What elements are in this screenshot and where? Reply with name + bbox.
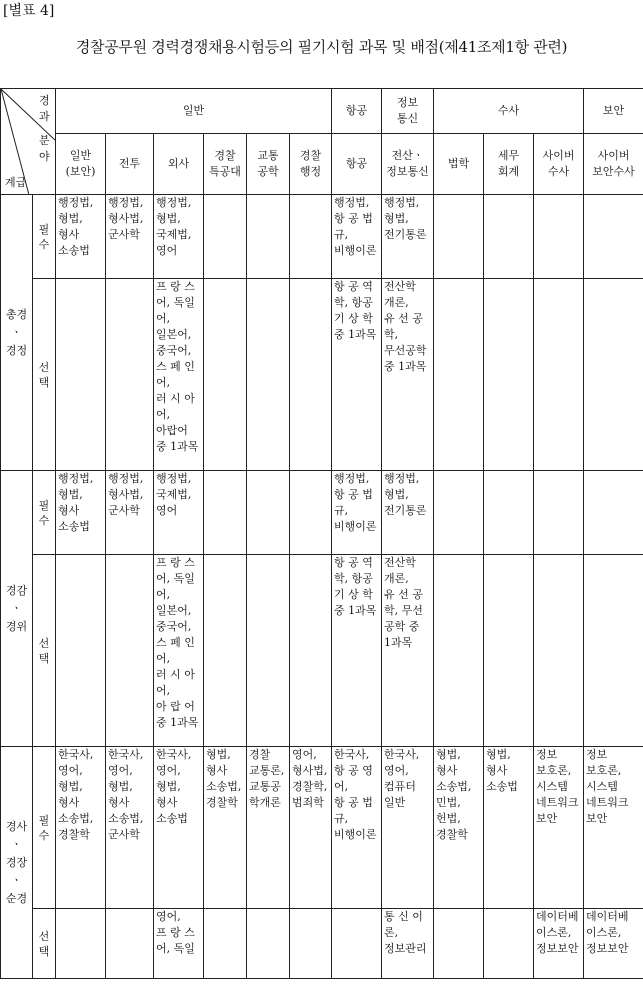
subject-cell: [106, 909, 154, 979]
grade-cell: 경사 ㆍ 경장 ㆍ 순경: [1, 747, 33, 979]
field-header: 전산ㆍ 정보통신: [382, 134, 434, 195]
subject-cell: [204, 471, 247, 555]
subject-cell: [56, 555, 106, 747]
subject-cell: [434, 555, 484, 747]
elective-label: 선 택: [33, 279, 56, 471]
subject-cell: 행정법, 형사법, 군사학: [106, 195, 154, 279]
subject-cell: [534, 195, 584, 279]
subject-cell: 전산학 개론, 유 선 공 학, 무선 공학 중 1과목: [382, 555, 434, 747]
table-row: [1, 195, 643, 279]
table-row: [1, 471, 643, 555]
subject-cell: 행정법, 형사법, 군사학: [106, 471, 154, 555]
table-row: [1, 279, 643, 471]
subject-cell: 한국사, 영어, 형법, 형사 소송법, 군사학: [106, 747, 154, 909]
subject-cell: [247, 471, 290, 555]
subject-cell: [247, 555, 290, 747]
field-header: 전투: [106, 134, 154, 195]
subject-cell: 프 랑 스 어, 독일 어, 일본어, 중국어, 스 페 인 어, 러 시 아 어, 아 랍 어 중 1과목: [154, 555, 204, 747]
group-header-aviation: 항공: [332, 89, 382, 134]
subject-cell: 정보 보호론, 시스템 네트워크 보안: [584, 747, 643, 909]
subject-cell: 프 랑 스 어, 독일 어, 일본어, 중국어, 스 페 인 어, 러 시 아 어, 아랍어 중 1과목: [154, 279, 204, 471]
corner-middle-label: 분 야: [39, 134, 50, 163]
subject-cell: [290, 471, 332, 555]
subject-cell: [290, 279, 332, 471]
subject-cell: [247, 279, 290, 471]
subject-cell: [247, 195, 290, 279]
header-corner-cell: [1, 89, 56, 195]
subject-cell: [484, 195, 534, 279]
subject-cell: [434, 195, 484, 279]
subject-cell: [106, 555, 154, 747]
subject-cell: [106, 279, 154, 471]
corner-top-label: 경 과: [39, 94, 50, 123]
subject-cell: [584, 471, 643, 555]
elective-label: 선 택: [33, 555, 56, 747]
grade-cell: 경감 ㆍ 경위: [1, 471, 33, 747]
subject-cell: [484, 279, 534, 471]
table-row: [1, 555, 643, 747]
subject-cell: [434, 471, 484, 555]
subject-cell: [534, 555, 584, 747]
subject-cell: [434, 279, 484, 471]
group-header-investigation: 수사: [434, 89, 584, 134]
subject-cell: 한국사, 영어, 형법, 형사 소송법: [154, 747, 204, 909]
subject-cell: [290, 555, 332, 747]
subject-cell: [584, 195, 643, 279]
subject-cell: [290, 909, 332, 979]
subject-cell: 한국사, 영어, 컴퓨터 일반: [382, 747, 434, 909]
table-row: [1, 909, 643, 979]
grade-cell: 총경 ㆍ 경정: [1, 195, 33, 471]
subject-cell: 행정법, 형법, 국제법, 영어: [154, 195, 204, 279]
subject-cell: [290, 195, 332, 279]
field-header: 경찰 특공대: [204, 134, 247, 195]
field-header: 법학: [434, 134, 484, 195]
field-header: 사이버 보안수사: [584, 134, 643, 195]
subject-cell: [484, 471, 534, 555]
required-label: 필 수: [33, 195, 56, 279]
subject-cell: [204, 279, 247, 471]
subject-cell: [56, 909, 106, 979]
subject-cell: 항 공 역 학, 항공 기 상 학 중 1과목: [332, 279, 382, 471]
subject-cell: 경찰 교통론, 교통공 학개론: [247, 747, 290, 909]
required-label: 필 수: [33, 471, 56, 555]
subject-cell: 행정법, 형법, 전기통론: [382, 195, 434, 279]
elective-label: 선 택: [33, 909, 56, 979]
subject-cell: [247, 909, 290, 979]
subject-cell: [534, 279, 584, 471]
subject-cell: 한국사, 항 공 영 어, 항 공 법 규, 비행이론: [332, 747, 382, 909]
field-header: 교통 공학: [247, 134, 290, 195]
subject-cell: 형법, 형사 소송법, 경찰학: [204, 747, 247, 909]
subject-cell: 정보 보호론, 시스템 네트워크 보안: [534, 747, 584, 909]
subject-cell: [204, 909, 247, 979]
group-header-security: 보안: [584, 89, 643, 134]
subject-cell: 통 신 이 론, 정보관리: [382, 909, 434, 979]
subject-cell: [484, 909, 534, 979]
subject-cell: [332, 909, 382, 979]
subject-cell: 데이터베 이스론, 정보보안: [584, 909, 643, 979]
subject-cell: 영어, 형사법, 경찰학, 범죄학: [290, 747, 332, 909]
group-header-info-comm: 정보 통신: [382, 89, 434, 134]
exam-subjects-table: [0, 88, 643, 979]
field-header: 일반 (보안): [56, 134, 106, 195]
corner-bottom-label: 계급: [5, 176, 27, 189]
subject-cell: 항 공 역 학, 항공 기 상 학 중 1과목: [332, 555, 382, 747]
subject-cell: 영어, 프 랑 스 어, 독일: [154, 909, 204, 979]
subject-cell: [204, 555, 247, 747]
subject-cell: [534, 471, 584, 555]
field-header: 경찰 행정: [290, 134, 332, 195]
group-header-general: 일반: [56, 89, 332, 134]
subject-cell: 형법, 형사 소송법: [484, 747, 534, 909]
appendix-label: [별표 4]: [3, 3, 55, 19]
subject-cell: [584, 279, 643, 471]
subject-cell: [204, 195, 247, 279]
field-header: 외사: [154, 134, 204, 195]
subject-cell: 행정법, 형법, 형사 소송법: [56, 195, 106, 279]
subject-cell: [484, 555, 534, 747]
required-label: 필 수: [33, 747, 56, 909]
document-title: 경찰공무원 경력경쟁채용시험등의 필기시험 과목 및 배점(제41조제1항 관련): [75, 38, 568, 56]
subject-cell: 전산학 개론, 유 선 공 학, 무선공학 중 1과목: [382, 279, 434, 471]
subject-cell: 데이터베 이스론, 정보보안: [534, 909, 584, 979]
subject-cell: [584, 555, 643, 747]
subject-cell: 행정법, 국제법, 영어: [154, 471, 204, 555]
field-header: 세무 회계: [484, 134, 534, 195]
subject-cell: 한국사, 영어, 형법, 형사 소송법, 경찰학: [56, 747, 106, 909]
subject-cell: 행정법, 항 공 법 규, 비행이론: [332, 471, 382, 555]
subject-cell: 행정법, 형법, 전기통론: [382, 471, 434, 555]
subject-cell: 형법, 형사 소송법, 민법, 헌법, 경찰학: [434, 747, 484, 909]
subject-cell: [434, 909, 484, 979]
subject-cell: 행정법, 형법, 형사 소송법: [56, 471, 106, 555]
table-row: [1, 747, 643, 909]
field-header: 사이버 수사: [534, 134, 584, 195]
subject-cell: 행정법, 항 공 법 규, 비행이론: [332, 195, 382, 279]
subject-cell: [56, 279, 106, 471]
field-header: 항공: [332, 134, 382, 195]
